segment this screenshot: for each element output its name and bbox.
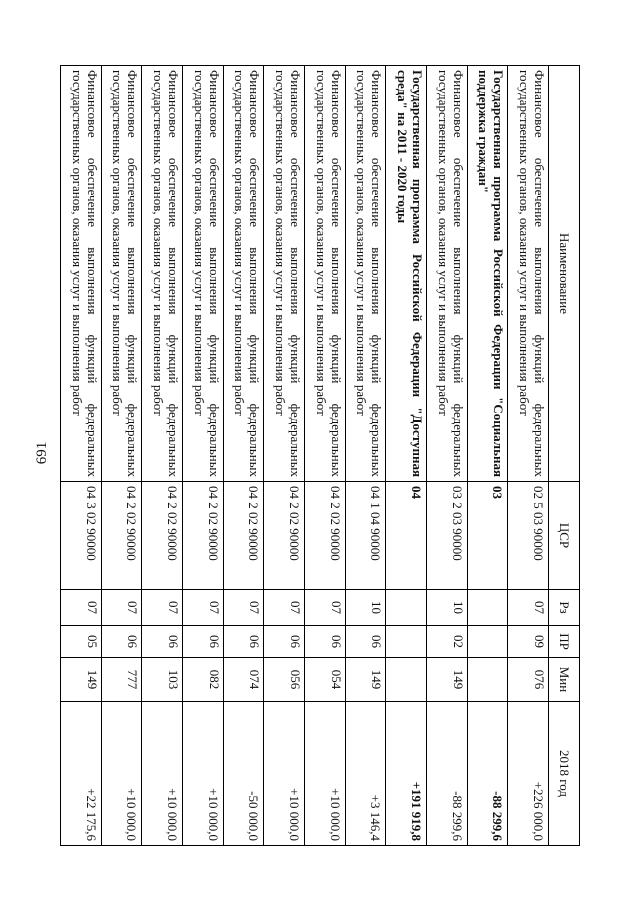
row-pr: 06 — [264, 626, 305, 658]
row-csr: 04 2 02 90000 — [305, 482, 346, 590]
row-amount: +10 000,0 — [264, 702, 305, 846]
row-amount: +10 000,0 — [305, 702, 346, 846]
row-amount: +10 000,0 — [101, 702, 142, 846]
table-row — [386, 66, 427, 846]
row-name: Финансовое обеспечение выполнения функций федеральных государственных органов, оказания услуг и выполнения работ — [101, 66, 142, 482]
table-row — [467, 66, 508, 846]
row-min — [386, 658, 427, 702]
row-min: 054 — [305, 658, 346, 702]
table-row — [223, 66, 264, 846]
row-name: Финансовое обеспечение выполнения функций федеральных государственных органов, оказания услуг и выполнения работ — [142, 66, 183, 482]
row-csr: 02 5 03 90000 — [508, 482, 549, 590]
row-pr: 06 — [101, 626, 142, 658]
row-amount: -88 299,6 — [427, 702, 468, 846]
row-csr: 04 1 04 90000 — [345, 482, 386, 590]
table-row — [101, 66, 142, 846]
row-min: 103 — [142, 658, 183, 702]
row-pr: 05 — [61, 626, 102, 658]
row-pr: 06 — [345, 626, 386, 658]
row-name: Финансовое обеспечение выполнения функций федеральных государственных органов, оказания услуг и выполнения работ — [345, 66, 386, 482]
row-pr — [386, 626, 427, 658]
row-pr — [467, 626, 508, 658]
table-header — [549, 66, 580, 846]
row-min: 777 — [101, 658, 142, 702]
table-body — [61, 66, 549, 846]
table-row — [183, 66, 224, 846]
table-row — [345, 66, 386, 846]
row-amount: +10 000,0 — [142, 702, 183, 846]
header-min: Мин — [549, 658, 580, 702]
row-pr: 06 — [223, 626, 264, 658]
table-row — [61, 66, 102, 846]
row-csr: 04 2 02 90000 — [101, 482, 142, 590]
row-csr: 04 2 02 90000 — [264, 482, 305, 590]
row-rz: 07 — [61, 590, 102, 626]
table-row — [264, 66, 305, 846]
row-rz: 07 — [183, 590, 224, 626]
row-amount: -88 299,6 — [467, 702, 508, 846]
row-rz: 07 — [508, 590, 549, 626]
row-csr: 04 2 02 90000 — [223, 482, 264, 590]
row-rz: 10 — [427, 590, 468, 626]
row-amount: +226 000,0 — [508, 702, 549, 846]
row-rz — [467, 590, 508, 626]
row-amount: +10 000,0 — [183, 702, 224, 846]
row-amount: +191 919,8 — [386, 702, 427, 846]
row-name: Финансовое обеспечение выполнения функций федеральных государственных органов, оказания услуг и выполнения работ — [183, 66, 224, 482]
row-csr: 04 2 02 90000 — [183, 482, 224, 590]
row-pr: 06 — [183, 626, 224, 658]
budget-table — [60, 65, 580, 846]
row-min: 056 — [264, 658, 305, 702]
row-min: 149 — [427, 658, 468, 702]
row-name: Финансовое обеспечение выполнения функций федеральных государственных органов, оказания услуг и выполнения работ — [427, 66, 468, 482]
row-name: Государственная программа Российской Федерации "Доступная среда" на 2011 - 2020 годы — [386, 66, 427, 482]
row-rz: 10 — [345, 590, 386, 626]
row-rz: 07 — [305, 590, 346, 626]
row-rz: 07 — [101, 590, 142, 626]
header-csr: ЦСР — [549, 482, 580, 590]
header-name: Наименование — [549, 66, 580, 482]
table-row — [508, 66, 549, 846]
header-rz: Рз — [549, 590, 580, 626]
row-name: Государственная программа Российской Федерации "Социальная поддержка граждан" — [467, 66, 508, 482]
row-rz — [386, 590, 427, 626]
row-csr: 04 2 02 90000 — [142, 482, 183, 590]
row-csr: 03 2 03 90000 — [427, 482, 468, 590]
header-year: 2018 год — [549, 702, 580, 846]
row-rz: 07 — [264, 590, 305, 626]
row-csr: 04 3 02 90000 — [61, 482, 102, 590]
row-csr: 04 — [386, 482, 427, 590]
row-amount: -50 000,0 — [223, 702, 264, 846]
row-name: Финансовое обеспечение выполнения функций федеральных государственных органов, оказания услуг и выполнения работ — [305, 66, 346, 482]
row-pr: 02 — [427, 626, 468, 658]
row-rz: 07 — [142, 590, 183, 626]
row-min: 074 — [223, 658, 264, 702]
row-name: Финансовое обеспечение выполнения функций федеральных государственных органов, оказания услуг и выполнения работ — [223, 66, 264, 482]
row-name: Финансовое обеспечение выполнения функций федеральных государственных органов, оказания услуг и выполнения работ — [61, 66, 102, 482]
row-pr: 06 — [142, 626, 183, 658]
row-amount: +3 146,4 — [345, 702, 386, 846]
row-csr: 03 — [467, 482, 508, 590]
row-amount: +22 175,6 — [61, 702, 102, 846]
table-row — [427, 66, 468, 846]
row-name: Финансовое обеспечение выполнения функций федеральных государственных органов, оказания услуг и выполнения работ — [508, 66, 549, 482]
row-rz: 07 — [223, 590, 264, 626]
row-min: 149 — [345, 658, 386, 702]
row-name: Финансовое обеспечение выполнения функций федеральных государственных органов, оказания услуг и выполнения работ — [264, 66, 305, 482]
row-pr: 09 — [508, 626, 549, 658]
row-min: 082 — [183, 658, 224, 702]
table-row — [142, 66, 183, 846]
header-pr: ПР — [549, 626, 580, 658]
row-min: 149 — [61, 658, 102, 702]
table-row — [305, 66, 346, 846]
row-pr: 06 — [305, 626, 346, 658]
rotated-table-wrapper — [60, 65, 580, 845]
page-number: 691 — [34, 441, 50, 465]
row-min — [467, 658, 508, 702]
row-min: 076 — [508, 658, 549, 702]
